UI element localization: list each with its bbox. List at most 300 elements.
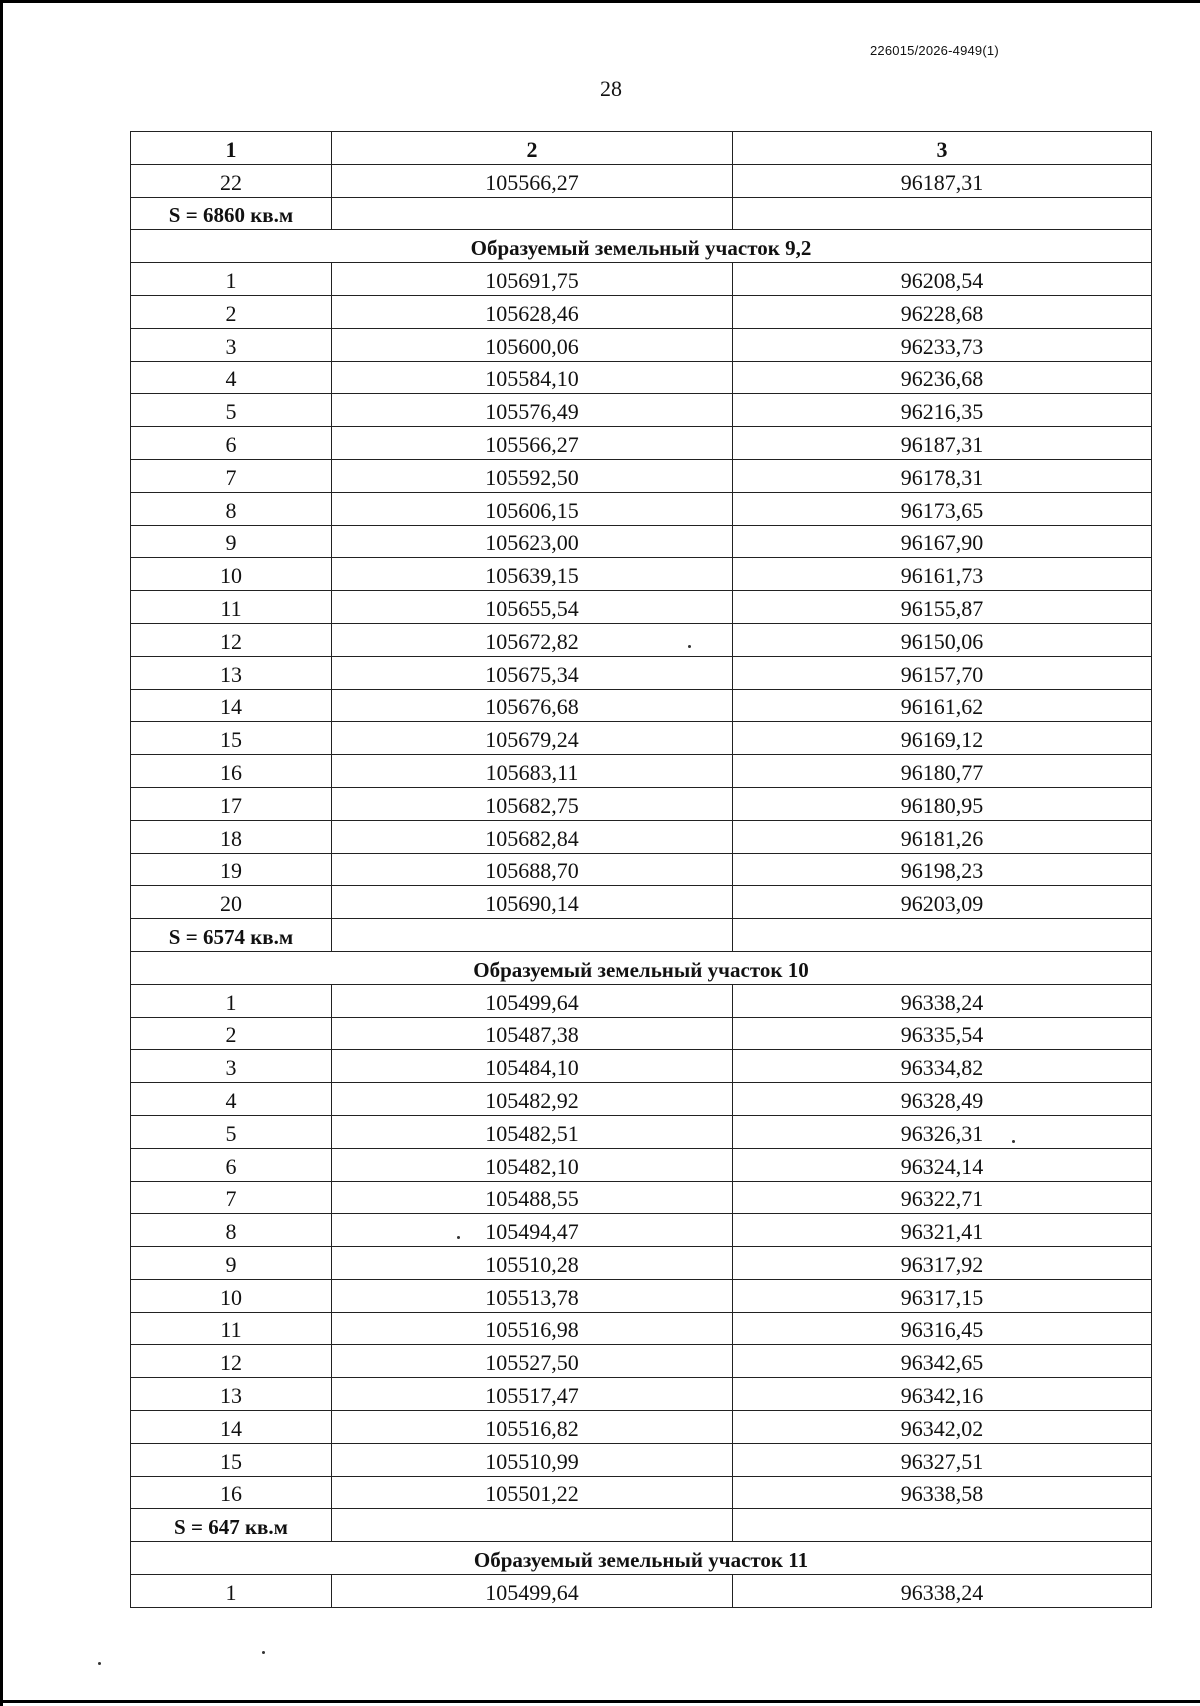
point-number-cell-text: 6: [225, 431, 237, 457]
plot-heading-row: [131, 1542, 1152, 1575]
y-coordinate-cell: [733, 1017, 1152, 1050]
y-coordinate-cell-text: 96233,73: [900, 333, 984, 359]
point-number-cell-text: 15: [220, 1448, 242, 1474]
y-coordinate-cell-text: 96321,41: [900, 1219, 984, 1245]
document-id: 226015/2026-4949(1): [870, 43, 999, 58]
x-coordinate-cell-text: 105566,27: [485, 431, 579, 457]
area-cell: [131, 919, 332, 952]
point-number-cell-text: 8: [225, 497, 237, 523]
x-coordinate-cell-text: 105655,54: [485, 595, 579, 621]
point-number-cell-text: 20: [220, 891, 242, 917]
x-coordinate-cell: [332, 787, 733, 820]
point-number-cell: [131, 853, 332, 886]
scan-speck: [688, 645, 691, 648]
scan-border-bottom: [0, 1700, 1200, 1703]
y-coordinate-cell: [733, 525, 1152, 558]
x-coordinate-cell: [332, 427, 733, 460]
scan-speck: [457, 1236, 460, 1239]
x-coordinate-cell: [332, 1247, 733, 1280]
y-coordinate-cell: [733, 984, 1152, 1017]
table-row: [131, 623, 1152, 656]
x-coordinate-cell-text: 105501,22: [485, 1481, 579, 1507]
y-coordinate-cell: [733, 558, 1152, 591]
point-number-cell: [131, 1017, 332, 1050]
table-row: [131, 1214, 1152, 1247]
y-coordinate-cell: [733, 1247, 1152, 1280]
y-coordinate-cell: [733, 328, 1152, 361]
x-coordinate-cell-text: 105487,38: [485, 1022, 579, 1048]
point-number-cell-text: 11: [220, 595, 242, 621]
x-coordinate-cell: [332, 1312, 733, 1345]
x-coordinate-cell: [332, 1017, 733, 1050]
table-row: [131, 263, 1152, 296]
y-coordinate-cell-text: 96187,31: [900, 431, 984, 457]
y-coordinate-cell-text: 96169,12: [900, 727, 984, 753]
y-coordinate-cell-text: 96324,14: [900, 1153, 984, 1179]
area-cell: [131, 1509, 332, 1542]
table-row: [131, 1115, 1152, 1148]
point-number-cell-text: 5: [225, 399, 237, 425]
point-number-cell: [131, 558, 332, 591]
y-coordinate-cell-text: 96338,58: [900, 1481, 984, 1507]
point-number-cell: [131, 656, 332, 689]
point-number-cell-text: 15: [220, 727, 242, 753]
y-coordinate-cell: [733, 1214, 1152, 1247]
y-coordinate-cell-text: 96178,31: [900, 464, 984, 490]
x-coordinate-cell-text: 105566,27: [485, 169, 579, 195]
area-row-empty-cell: [332, 919, 733, 952]
point-number-cell-text: 7: [225, 1186, 237, 1212]
point-number-cell-text: 16: [220, 759, 242, 785]
y-coordinate-cell-text: 96187,31: [900, 169, 984, 195]
y-coordinate-cell-text: 96334,82: [900, 1055, 984, 1081]
table-header-row: [131, 132, 1152, 165]
y-coordinate-cell-text: 96150,06: [900, 628, 984, 654]
point-number-cell-text: 3: [225, 1055, 237, 1081]
point-number-cell: [131, 722, 332, 755]
point-number-cell: [131, 1050, 332, 1083]
y-coordinate-cell-text: 96180,95: [900, 792, 984, 818]
table-row: [131, 1378, 1152, 1411]
x-coordinate-cell: [332, 886, 733, 919]
y-coordinate-cell-text: 96157,70: [900, 661, 984, 687]
table-row: [131, 1575, 1152, 1608]
x-coordinate-cell: [332, 1476, 733, 1509]
point-number-cell: [131, 459, 332, 492]
y-coordinate-cell-text: 96322,71: [900, 1186, 984, 1212]
table-row: [131, 1312, 1152, 1345]
x-coordinate-cell: [332, 361, 733, 394]
point-number-cell: [131, 263, 332, 296]
point-number-cell: [131, 1378, 332, 1411]
y-coordinate-cell-text: 96181,26: [900, 825, 984, 851]
plot-heading-row: [131, 230, 1152, 263]
x-coordinate-cell: [332, 1279, 733, 1312]
table-row: [131, 591, 1152, 624]
x-coordinate-cell-text: 105482,92: [485, 1087, 579, 1113]
table-row: [131, 1148, 1152, 1181]
point-number-cell-text: 12: [220, 1350, 242, 1376]
y-coordinate-cell: [733, 492, 1152, 525]
table-row: [131, 853, 1152, 886]
table-row: [131, 886, 1152, 919]
y-coordinate-cell-text: 96198,23: [900, 858, 984, 884]
scan-border-left: [0, 0, 3, 1706]
y-coordinate-cell-text: 96161,73: [900, 563, 984, 589]
x-coordinate-cell: [332, 1181, 733, 1214]
x-coordinate-cell-text: 105488,55: [485, 1186, 579, 1212]
y-coordinate-cell-text: 96342,16: [900, 1383, 984, 1409]
y-coordinate-cell: [733, 623, 1152, 656]
x-coordinate-cell-text: 105679,24: [485, 727, 579, 753]
area-row-empty-cell: [733, 197, 1152, 230]
x-coordinate-cell: [332, 1411, 733, 1444]
point-number-cell-text: 10: [220, 1284, 242, 1310]
point-number-cell: [131, 886, 332, 919]
x-coordinate-cell: [332, 984, 733, 1017]
plot-heading-cell-text: Образуемый земельный участок 11: [473, 1548, 809, 1573]
point-number-cell-text: 14: [220, 1415, 242, 1441]
x-coordinate-cell-text: 105628,46: [485, 300, 579, 326]
table-row: [131, 1050, 1152, 1083]
point-number-cell-text: 22: [220, 169, 242, 195]
point-number-cell: [131, 164, 332, 197]
area-row-empty-cell: [733, 919, 1152, 952]
y-coordinate-cell: [733, 1476, 1152, 1509]
point-number-cell-text: 16: [220, 1481, 242, 1507]
y-coordinate-cell: [733, 591, 1152, 624]
point-number-cell-text: 1: [225, 1579, 237, 1605]
table-row: [131, 1083, 1152, 1116]
table-row: [131, 525, 1152, 558]
point-number-cell: [131, 591, 332, 624]
y-coordinate-cell: [733, 361, 1152, 394]
x-coordinate-cell: [332, 1083, 733, 1116]
area-row-empty-cell: [332, 197, 733, 230]
x-coordinate-cell: [332, 689, 733, 722]
y-coordinate-cell: [733, 164, 1152, 197]
header-cell-x: [332, 132, 733, 165]
y-coordinate-cell: [733, 263, 1152, 296]
x-coordinate-cell: [332, 755, 733, 788]
y-coordinate-cell-text: 96328,49: [900, 1087, 984, 1113]
scan-speck: [262, 1651, 265, 1654]
y-coordinate-cell: [733, 722, 1152, 755]
table-row: [131, 689, 1152, 722]
point-number-cell-text: 7: [225, 464, 237, 490]
y-coordinate-cell-text: 96173,65: [900, 497, 984, 523]
x-coordinate-cell-text: 105672,82: [485, 628, 579, 654]
area-cell-text: S = 647 кв.м: [174, 1515, 288, 1540]
page-number: 28: [600, 76, 622, 101]
y-coordinate-cell-text: 96317,92: [900, 1251, 984, 1277]
header-label-2: 2: [526, 136, 538, 162]
plot-heading-cell: [131, 230, 1152, 263]
x-coordinate-cell: [332, 591, 733, 624]
point-number-cell: [131, 1575, 332, 1608]
x-coordinate-cell-text: 105527,50: [485, 1350, 579, 1376]
x-coordinate-cell: [332, 1050, 733, 1083]
x-coordinate-cell: [332, 1345, 733, 1378]
y-coordinate-cell-text: 96342,02: [900, 1415, 984, 1441]
point-number-cell: [131, 689, 332, 722]
y-coordinate-cell-text: 96338,24: [900, 1579, 984, 1605]
y-coordinate-cell: [733, 1115, 1152, 1148]
y-coordinate-cell: [733, 853, 1152, 886]
y-coordinate-cell-text: 96161,62: [900, 694, 984, 720]
table-row: [131, 394, 1152, 427]
y-coordinate-cell: [733, 689, 1152, 722]
y-coordinate-cell: [733, 1378, 1152, 1411]
y-coordinate-cell-text: 96338,24: [900, 989, 984, 1015]
x-coordinate-cell: [332, 656, 733, 689]
table-row: [131, 1181, 1152, 1214]
point-number-cell-text: 19: [220, 858, 242, 884]
point-number-cell: [131, 328, 332, 361]
x-coordinate-cell: [332, 263, 733, 296]
point-number-cell: [131, 984, 332, 1017]
point-number-cell: [131, 295, 332, 328]
table-row: [131, 656, 1152, 689]
y-coordinate-cell: [733, 394, 1152, 427]
x-coordinate-cell: [332, 525, 733, 558]
table-row: [131, 558, 1152, 591]
x-coordinate-cell: [332, 1443, 733, 1476]
x-coordinate-cell-text: 105600,06: [485, 333, 579, 359]
scan-border-top: [0, 0, 1200, 3]
x-coordinate-cell-text: 105639,15: [485, 563, 579, 589]
x-coordinate-cell-text: 105691,75: [485, 267, 579, 293]
area-row: [131, 197, 1152, 230]
scan-speck: [98, 1662, 101, 1665]
table-row: [131, 427, 1152, 460]
area-row-empty-cell: [332, 1509, 733, 1542]
y-coordinate-cell: [733, 1443, 1152, 1476]
x-coordinate-cell-text: 105675,34: [485, 661, 579, 687]
scan-speck: [1012, 1140, 1015, 1143]
point-number-cell-text: 9: [225, 1251, 237, 1277]
point-number-cell: [131, 1247, 332, 1280]
x-coordinate-cell-text: 105592,50: [485, 464, 579, 490]
point-number-cell-text: 8: [225, 1219, 237, 1245]
x-coordinate-cell: [332, 820, 733, 853]
point-number-cell: [131, 1443, 332, 1476]
y-coordinate-cell-text: 96167,90: [900, 530, 984, 556]
point-number-cell: [131, 1148, 332, 1181]
y-coordinate-cell: [733, 820, 1152, 853]
table-row: [131, 820, 1152, 853]
x-coordinate-cell-text: 105516,98: [485, 1317, 579, 1343]
x-coordinate-cell-text: 105623,00: [485, 530, 579, 556]
y-coordinate-cell: [733, 459, 1152, 492]
point-number-cell: [131, 1411, 332, 1444]
area-row: [131, 1509, 1152, 1542]
point-number-cell: [131, 361, 332, 394]
y-coordinate-cell-text: 96326,31: [900, 1120, 984, 1146]
point-number-cell: [131, 755, 332, 788]
x-coordinate-cell: [332, 492, 733, 525]
x-coordinate-cell: [332, 394, 733, 427]
x-coordinate-cell-text: 105576,49: [485, 399, 579, 425]
x-coordinate-cell-text: 105683,11: [485, 759, 579, 785]
x-coordinate-cell-text: 105517,47: [485, 1383, 579, 1409]
y-coordinate-cell: [733, 1083, 1152, 1116]
x-coordinate-cell-text: 105494,47: [485, 1219, 579, 1245]
point-number-cell-text: 17: [220, 792, 242, 818]
header-label-1: 1: [225, 136, 237, 162]
x-coordinate-cell: [332, 1115, 733, 1148]
table-row: [131, 1279, 1152, 1312]
y-coordinate-cell-text: 96317,15: [900, 1284, 984, 1310]
point-number-cell: [131, 787, 332, 820]
table-row: [131, 295, 1152, 328]
point-number-cell-text: 13: [220, 1383, 242, 1409]
y-coordinate-cell: [733, 1345, 1152, 1378]
point-number-cell: [131, 820, 332, 853]
point-number-cell: [131, 525, 332, 558]
table-row: [131, 1476, 1152, 1509]
point-number-cell-text: 9: [225, 530, 237, 556]
plot-heading-cell-text: Образуемый земельный участок 9,2: [470, 236, 812, 261]
point-number-cell-text: 13: [220, 661, 242, 687]
x-coordinate-cell: [332, 853, 733, 886]
x-coordinate-cell-text: 105682,75: [485, 792, 579, 818]
x-coordinate-cell: [332, 1378, 733, 1411]
point-number-cell-text: 18: [220, 825, 242, 851]
table-row: [131, 1247, 1152, 1280]
point-number-cell: [131, 492, 332, 525]
area-row-empty-cell: [733, 1509, 1152, 1542]
y-coordinate-cell: [733, 295, 1152, 328]
y-coordinate-cell: [733, 755, 1152, 788]
x-coordinate-cell-text: 105688,70: [485, 858, 579, 884]
x-coordinate-cell-text: 105499,64: [485, 989, 579, 1015]
y-coordinate-cell: [733, 1050, 1152, 1083]
point-number-cell: [131, 1214, 332, 1247]
x-coordinate-cell: [332, 328, 733, 361]
plot-heading-row: [131, 951, 1152, 984]
x-coordinate-cell-text: 105513,78: [485, 1284, 579, 1310]
point-number-cell-text: 10: [220, 563, 242, 589]
area-cell-text: S = 6574 кв.м: [168, 924, 294, 949]
x-coordinate-cell: [332, 459, 733, 492]
point-number-cell-text: 11: [220, 1317, 242, 1343]
area-row: [131, 919, 1152, 952]
table-row: [131, 328, 1152, 361]
point-number-cell: [131, 623, 332, 656]
y-coordinate-cell-text: 96203,09: [900, 891, 984, 917]
y-coordinate-cell: [733, 886, 1152, 919]
y-coordinate-cell-text: 96228,68: [900, 300, 984, 326]
point-number-cell: [131, 427, 332, 460]
y-coordinate-cell: [733, 1279, 1152, 1312]
table-row: [131, 1411, 1152, 1444]
x-coordinate-cell-text: 105676,68: [485, 694, 579, 720]
y-coordinate-cell-text: 96236,68: [900, 366, 984, 392]
x-coordinate-cell: [332, 1148, 733, 1181]
point-number-cell-text: 1: [225, 267, 237, 293]
point-number-cell-text: 4: [225, 1087, 237, 1113]
y-coordinate-cell: [733, 1312, 1152, 1345]
coordinates-table-body: [131, 132, 1152, 1608]
area-cell: [131, 197, 332, 230]
x-coordinate-cell: [332, 164, 733, 197]
table-row: [131, 164, 1152, 197]
x-coordinate-cell-text: 105690,14: [485, 891, 579, 917]
x-coordinate-cell-text: 105584,10: [485, 366, 579, 392]
y-coordinate-cell-text: 96316,45: [900, 1317, 984, 1343]
point-number-cell: [131, 394, 332, 427]
point-number-cell: [131, 1115, 332, 1148]
point-number-cell: [131, 1476, 332, 1509]
x-coordinate-cell-text: 105510,99: [485, 1448, 579, 1474]
point-number-cell-text: 5: [225, 1120, 237, 1146]
y-coordinate-cell: [733, 656, 1152, 689]
point-number-cell-text: 12: [220, 628, 242, 654]
x-coordinate-cell: [332, 1214, 733, 1247]
x-coordinate-cell-text: 105682,84: [485, 825, 579, 851]
table-row: [131, 492, 1152, 525]
point-number-cell-text: 1: [225, 989, 237, 1015]
table-row: [131, 1017, 1152, 1050]
y-coordinate-cell: [733, 1575, 1152, 1608]
header-cell-point-number: [131, 132, 332, 165]
x-coordinate-cell: [332, 558, 733, 591]
point-number-cell: [131, 1279, 332, 1312]
point-number-cell: [131, 1312, 332, 1345]
x-coordinate-cell-text: 105516,82: [485, 1415, 579, 1441]
y-coordinate-cell: [733, 1181, 1152, 1214]
y-coordinate-cell-text: 96208,54: [900, 267, 984, 293]
point-number-cell-text: 3: [225, 333, 237, 359]
coordinates-table: [130, 131, 1152, 1608]
y-coordinate-cell: [733, 787, 1152, 820]
table-row: [131, 1443, 1152, 1476]
table-row: [131, 984, 1152, 1017]
x-coordinate-cell-text: 105482,10: [485, 1153, 579, 1179]
y-coordinate-cell-text: 96335,54: [900, 1022, 984, 1048]
point-number-cell-text: 2: [225, 1022, 237, 1048]
plot-heading-cell: [131, 1542, 1152, 1575]
y-coordinate-cell-text: 96180,77: [900, 759, 984, 785]
table-row: [131, 361, 1152, 394]
table-row: [131, 722, 1152, 755]
point-number-cell-text: 4: [225, 366, 237, 392]
x-coordinate-cell-text: 105499,64: [485, 1579, 579, 1605]
y-coordinate-cell: [733, 1411, 1152, 1444]
point-number-cell-text: 2: [225, 300, 237, 326]
point-number-cell-text: 6: [225, 1153, 237, 1179]
x-coordinate-cell: [332, 1575, 733, 1608]
y-coordinate-cell-text: 96216,35: [900, 399, 984, 425]
point-number-cell: [131, 1083, 332, 1116]
x-coordinate-cell: [332, 722, 733, 755]
header-label-3: 3: [936, 136, 948, 162]
y-coordinate-cell-text: 96155,87: [900, 595, 984, 621]
y-coordinate-cell-text: 96342,65: [900, 1350, 984, 1376]
table-row: [131, 755, 1152, 788]
x-coordinate-cell-text: 105606,15: [485, 497, 579, 523]
table-row: [131, 787, 1152, 820]
area-cell-text: S = 6860 кв.м: [168, 203, 294, 228]
x-coordinate-cell: [332, 295, 733, 328]
point-number-cell-text: 14: [220, 694, 242, 720]
y-coordinate-cell: [733, 1148, 1152, 1181]
x-coordinate-cell-text: 105484,10: [485, 1055, 579, 1081]
x-coordinate-cell-text: 105510,28: [485, 1251, 579, 1277]
x-coordinate-cell: [332, 623, 733, 656]
table-row: [131, 1345, 1152, 1378]
